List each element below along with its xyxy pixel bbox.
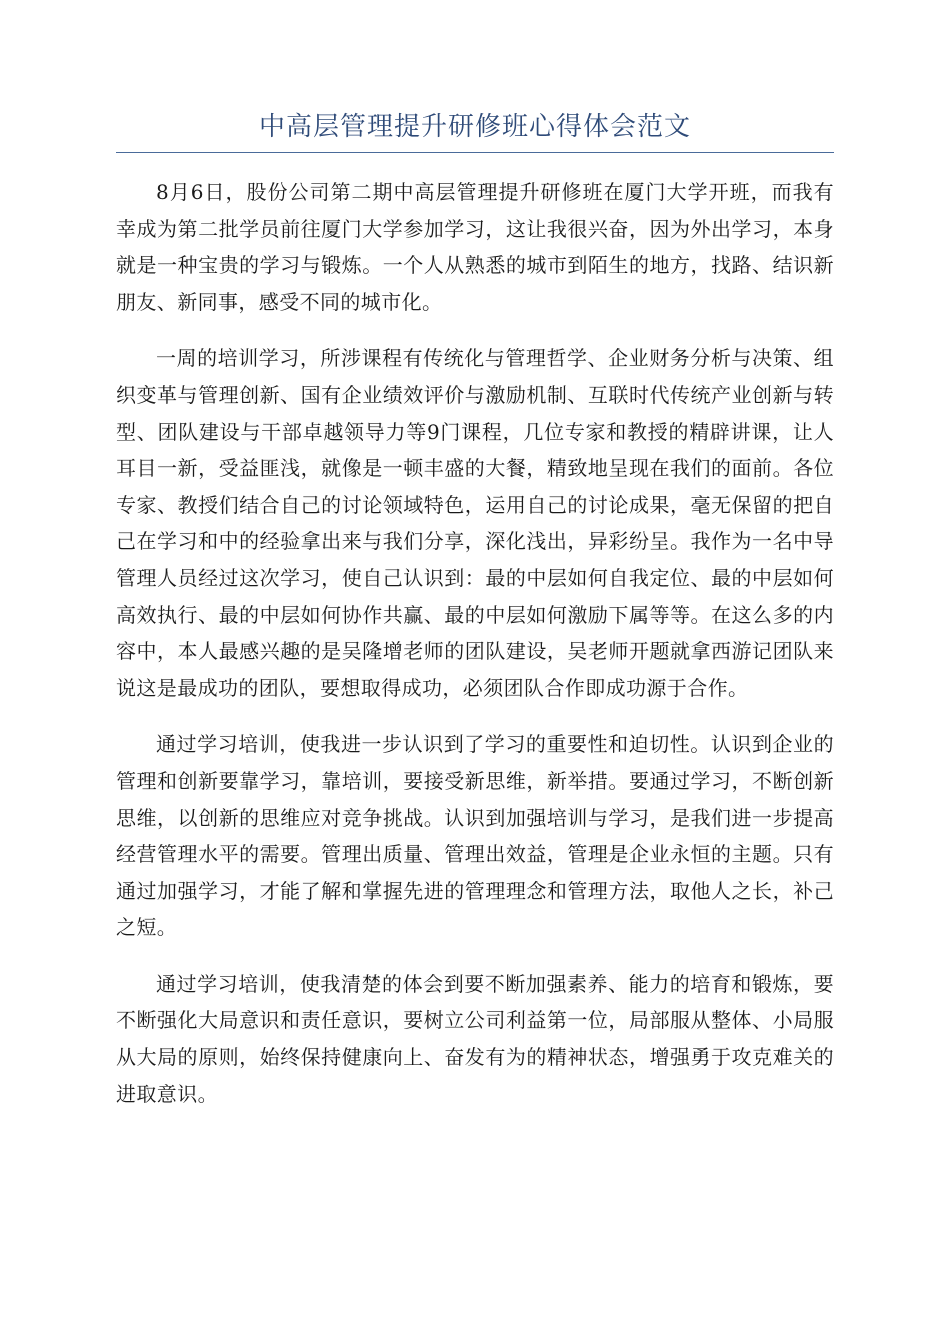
paragraph-4: 通过学习培训，使我清楚的体会到要不断加强素养、能力的培育和锻炼，要不断强化大局意识和责任意识，要树立公司利益第一位，局部服从整体、小局服从大局的原则，始终保持健康向上、奋发有为的精神状态，增强勇于攻克难关的进取意识。 xyxy=(116,971,834,1106)
page-title: 中高层管理提升研修班心得体会范文 xyxy=(258,112,691,142)
document-body xyxy=(116,174,834,1132)
paragraph-1: 8月6日，股份公司第二期中高层管理提升研修班在厦门大学开班，而我有幸成为第二批学员前往厦门大学参加学习，这让我很兴奋，因为外出学习，本身就是一种宝贵的学习与锻炼。一个人从熟悉的城市到陌生的地方，找路、结识新朋友、新同事，感受不同的城市化。 xyxy=(116,180,834,314)
paragraph-2: 一周的培训学习，所涉课程有传统化与管理哲学、企业财务分析与决策、组织变革与管理创新、国有企业绩效评价与激励机制、互联时代传统产业创新与转型、团队建设与干部卓越领导力等9门课程，几位专家和教授的精辟讲课，让人耳目一新，受益匪浅，就像是一顿丰盛的大餐，精致地呈现在我们的面前。各位专家、教授们结合自己的讨论领域特色，运用自己的讨论成果，毫无保留的把自己在学习和中的经验拿出来与我们分享，深化浅出，异彩纷呈。我作为一名中导管理人员经过这次学习，使自己认识到：最的中层如何自我定位、最的中层如何高效执行、最的中层如何协作共赢、最的中层如何激励下属等等。在这么多的内容中，本人最感兴趣的是吴隆增老师的团队建设，吴老师开题就拿西游记团队来说这是最成功的团队，要想取得成功，必须团队合作即成功源于合作。 xyxy=(116,346,834,700)
paragraph-3: 通过学习培训，使我进一步认识到了学习的重要性和迫切性。认识到企业的管理和创新要靠学习，靠培训，要接受新思维，新举措。要通过学习，不断创新思维，以创新的思维应对竞争挑战。认识到加强培训与学习，是我们进一步提高经营管理水平的需要。管理出质量、管理出效益，管理是企业永恒的主题。只有通过加强学习，才能了解和掌握先进的管理理念和管理方法，取他人之长，补己之短。 xyxy=(116,732,834,940)
title-block xyxy=(116,108,834,153)
